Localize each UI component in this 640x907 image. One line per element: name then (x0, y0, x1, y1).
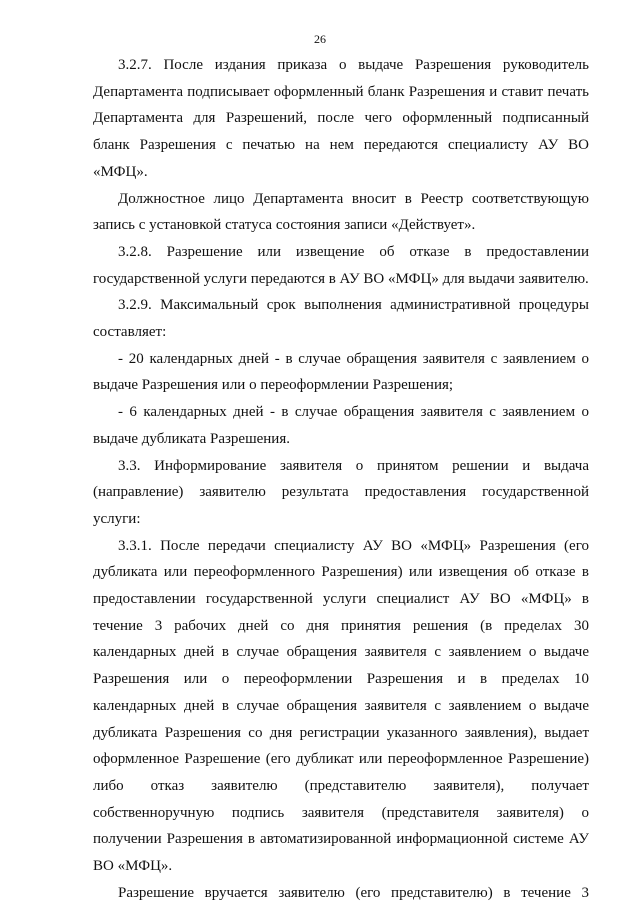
paragraph-3-2-9: 3.2.9. Максимальный срок выполнения административной процедуры составляет: (93, 297, 589, 341)
paragraph-registry-entry: Должностное лицо Департамента вносит в Реестр соответствующую запись с установкой статуса состояния записи «Действует». (93, 190, 589, 234)
paragraph-3-3: 3.3. Информирование заявителя о принятом решении и выдача (направление) заявителю результата предоставления государственной услуги: (93, 457, 589, 527)
page-number: 26 (314, 32, 326, 46)
paragraph-3-2-7: 3.2.7. После издания приказа о выдаче Разрешения руководитель Департамента подписывает оформленный бланк Разрешения и ставит печать Департамента для Разрешений, после чего оформленный подписанный бланк Разрешения с печатью на нем передаются специалисту АУ ВО «МФЦ». (93, 57, 589, 180)
list-item-20-days: - 20 календарных дней - в случае обращения заявителя с заявлением о выдаче Разрешения или о переоформлении Разрешения; (93, 350, 589, 394)
paragraph-3-2-8: 3.2.8. Разрешение или извещение об отказе в предоставлении государственной услуги передаются в АУ ВО «МФЦ» для выдачи заявителю. (93, 243, 589, 287)
paragraph-3-3-1: 3.3.1. После передачи специалисту АУ ВО «МФЦ» Разрешения (его дубликата или переоформленного Разрешения) или извещения об отказе в предоставлении государственной услуги специалист АУ ВО «МФЦ» в течение 3 рабочих дней со дня принятия решения (в пределах 30 календарных дней в случае обращения заявителя с заявлением о выдаче Разрешения или о переоформлении Разрешения и в пределах 10 календарных дней в случае обращения заявителя с заявлением о выдаче дубликата Разрешения со дня регистрации указанного заявления), выдает оформленное Разрешение (его дубликат или переоформленное Разрешение) либо отказ заявителю (представителю заявителя), получает собственноручную подпись заявителя (представителя заявителя) о получении Разрешения в автоматизированной информационной системе АУ ВО «МФЦ». (93, 537, 589, 875)
document-body (93, 52, 589, 907)
paragraph-delivery: Разрешение вручается заявителю (его представителю) в течение 3 (118, 884, 589, 901)
list-item-6-days: - 6 календарных дней - в случае обращения заявителя с заявлением о выдаче дубликата Разрешения. (93, 404, 589, 447)
